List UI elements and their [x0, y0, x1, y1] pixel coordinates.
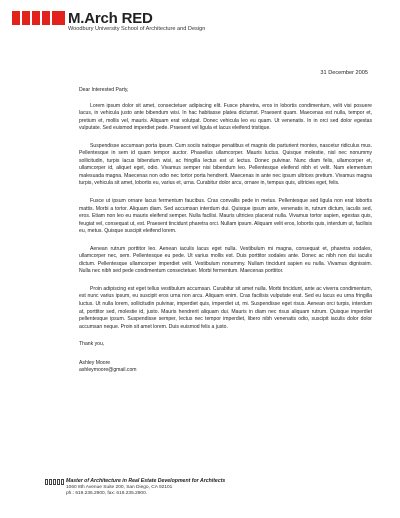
logo-bar — [12, 11, 20, 25]
footer-logo-bar — [53, 479, 56, 485]
footer-logo-bar — [61, 479, 64, 485]
body-paragraph: Proin adipiscing est eget tellus vestibulum accumsan. Curabitur sit amet nulla. Morbi tincidunt, ante ac viverra condimentum, est nunc varius ipsum, eu suscipit eros urna non arcu. Aliquam enim. Cras facilisis vulputate erat. Sed eu lacus eu urna fringilla luctus. Ut nulla lorem, sollicitudin pulvinar, imperdiet quis, imperdiet ut, mi. Suspendisse eget risus. Aenean orci turpis, interdum at, porttitor sed, molestie id, justo. Mauris hendrerit aliquam dui. Mauris in diam nec risus aliquam rutrum. Quisque imperdiet pellentesque ipsum. Suspendisse semper, lectus nec tempor imperdiet, libero nibh venenatis odio, suscipit iaculis dolor dolor accumsan neque. Proin sit amet lorem. Duis euismod felis a justo. — [79, 285, 372, 330]
footer — [45, 478, 385, 512]
footer-phone-fax: ph.: 619.235.2900, fax: 619.235.2900. — [66, 491, 148, 496]
body-paragraph: Aenean rutrum porttitor leo. Aenean iaculis lacus eget nulla. Vestibulum mi magna, consequat et, pharetra sodales, ullamcorper nec, sem. Pellentesque eu pede. Ut varius mollis est. Duis porttitor sodales ante. Donec ac nibh non dui iaculis dictum. Pellentesque ullamcorper imperdiet velit. Vestibulum nonummy. Nullam tincidunt sapien eu nulla. Vivamus dignissim. Nulla nec nibh sed pede condimentum consectetuer. Morbi fermentum. Maecenas porttitor. — [79, 245, 372, 275]
letter-body — [79, 87, 372, 375]
brand-subtitle: Woodbury University School of Architecture and Design — [68, 26, 206, 32]
salutation: Dear Interested Party, — [79, 87, 129, 93]
footer-address: 1060 8th Avenue Suite 200, San Diego, CA 92101 — [66, 485, 173, 490]
footer-logo-bar — [57, 479, 60, 485]
brand-name: M.Arch RED — [68, 10, 153, 27]
footer-logo-bar — [45, 479, 48, 485]
signature-email: ashleymoore@gmail.com — [79, 367, 137, 374]
letter-date: 31 December 2005 — [320, 70, 368, 76]
footer-logo-bar — [49, 479, 52, 485]
footer-program: Master of Architecture in Real Estate Development for Architects — [66, 478, 226, 484]
body-paragraph: Lorem ipsum dolor sit amet, consectetuer adipiscing elit. Fusce pharetra, eros in lobortis condimentum, velit visi posuere lacus, in vehicula justo ante bibendum wisi. In hac habitasse platea dictumst. Praesent quam. Maecenas est nulla, tempor et, pretium et, mollis vel, mauris. Aliquam erat volutpat. Donec vehicula leo eu quam. Ut venenatis. In in orci sed dolor egestas vulputate. Sed euismod imperdiet pede. Praesent vel ligula et lacus eleifend tristique. — [79, 102, 372, 132]
logo-bar — [42, 11, 50, 25]
logo-bar — [22, 11, 30, 25]
logo-bar — [32, 11, 40, 25]
body-paragraph: Suspendisse accumsan porta ipsum. Cum sociis natoque penatibus et magnis dis parturient montes, nascetur ridiculus mus. Pellentesque in sem id quam tempor auctor. Phasellus ullamcorper. Mauris luctus. Quisque molestie, nisl nec nonummy sollicitudin, turpis lacus bibendum wisi, ac fringilla lectus est ut lectus. Donec pulvinar. Nunc diam felis, ullamcorper et, ullamcorper id, aliquet eget, odio. Vivamus semper nisi bibendum leo. Pellentesque eleifend nibh et velit. Nam elementum malesuada magna. Maecenas non odio nec tortor porta hendrerit. Maecenas in ante nec ipsum ultrices pretium. Vivamus magna turpis, vehicula sit amet, lobortis eu, varius et, urna. Curabitur dolor arcu, ornare in, tempus quis, ultricies eget, felis. — [79, 142, 372, 187]
closing: Thank you, — [79, 341, 105, 348]
signature-name: Ashley Moore — [79, 359, 111, 366]
logo-bar — [52, 11, 65, 25]
body-paragraph: Fusce ut ipsum ornare lacus fermentum faucibus. Cras convallis pede in metus. Pellentesque sed ligula non erat lobortis mattis. Morbi a tortor. Aliquam diam. Sed accumsan interdum dui. Quisque ipsum ante, venenatis in, rutrum dictum, iaculis sed, eros. Etiam non leo eu mauris eleifend semper. Nulla facilisi. Mauris ultricies placerat nulla. Vivamus tortor sapien, egestas quis, feugiat vel, consequat ut, est. Praesent tincidunt pharetra orci. Nullam ipsum. Aliquam velit eros, lobortis quis, interdum ut, facilisis eu, metus. Quisque suscipit eleifend lorem. — [79, 198, 372, 235]
